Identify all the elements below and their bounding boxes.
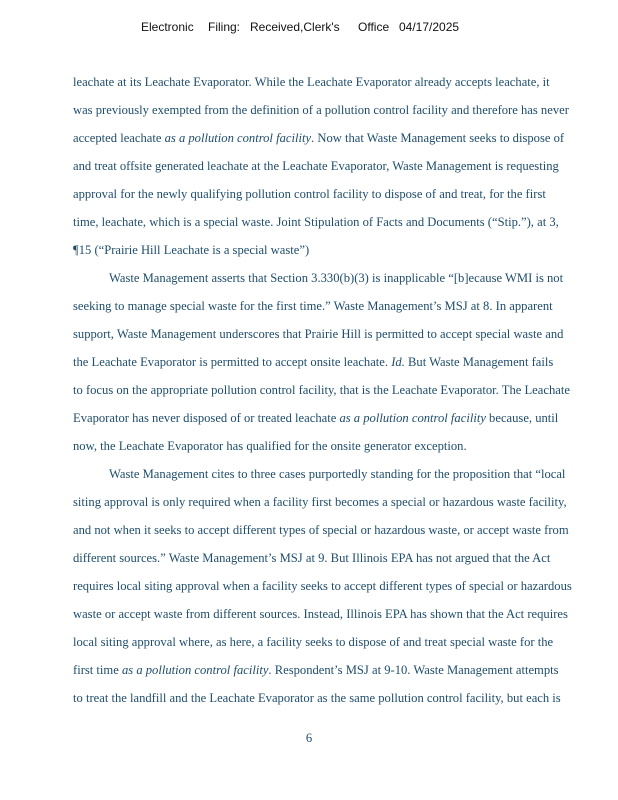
citation-id: Id. — [391, 355, 405, 369]
paragraph-start: Waste Management cites to three cases purportedly standing for the proposition that “local — [109, 467, 566, 481]
text-line: siting approval is only required when a facility first becomes a special or hazardous waste facility, — [73, 495, 567, 509]
header-office: Office — [358, 20, 390, 34]
text-line: requires local siting approval when a facility seeks to accept different types of special or hazardous — [73, 579, 572, 593]
text-run: accepted leachate — [73, 131, 165, 145]
paragraph-start: Waste Management asserts that Section 3.330(b)(3) is inapplicable “[b]ecause WMI is not — [109, 271, 564, 285]
text-run: But Waste Management fails — [404, 355, 554, 369]
text-line: now, the Leachate Evaporator has qualified for the onsite generator exception. — [73, 439, 467, 453]
text-line: was previously exempted from the definition of a pollution control facility and therefore has never — [73, 103, 569, 117]
text-line — [73, 404, 613, 432]
text-line: ¶15 (“Prairie Hill Leachate is a special waste”) — [73, 243, 310, 257]
document-body — [73, 68, 613, 712]
text-line: to focus on the appropriate pollution control facility, that is the Leachate Evaporator. The Leachate — [73, 383, 570, 397]
header-date: 04/17/2025 — [399, 20, 460, 34]
text-line: different sources.” Waste Management’s MSJ at 9. But Illinois EPA has not argued that the Act — [73, 551, 551, 565]
text-line: to treat the landfill and the Leachate Evaporator as the same pollution control facility, but each is — [73, 691, 561, 705]
italic-phrase: as a pollution control facility — [121, 663, 269, 677]
text-line — [73, 348, 613, 376]
header-filing: Filing: — [208, 20, 241, 34]
text-run: because, until — [485, 411, 559, 425]
text-line: time, leachate, which is a special waste. Joint Stipulation of Facts and Documents (“Stip.”), at 3, — [73, 215, 559, 229]
text-run: . Now that Waste Management seeks to dispose of — [311, 131, 565, 145]
text-line: leachate at its Leachate Evaporator. While the Leachate Evaporator already accepts leachate, it — [73, 75, 550, 89]
text-line: and treat offsite generated leachate at the Leachate Evaporator, Waste Management is requesting — [73, 159, 559, 173]
text-line: waste or accept waste from different sources. Instead, Illinois EPA has shown that the Act requires — [73, 607, 568, 621]
italic-phrase: as a pollution control facility — [339, 411, 486, 425]
text-line: and not when it seeks to accept different types of special or hazardous waste, or accept waste from — [73, 523, 569, 537]
text-line: local siting approval where, as here, a facility seeks to dispose of and treat special waste for the — [73, 635, 554, 649]
header-received: Received,Clerk's — [250, 20, 340, 34]
page-number: 6 — [305, 731, 313, 745]
text-line: seeking to manage special waste for the first time.” Waste Management’s MSJ at 8. In apparent — [73, 299, 553, 313]
text-line: support, Waste Management underscores that Prairie Hill is permitted to accept special waste and — [73, 327, 564, 341]
text-run: the Leachate Evaporator is permitted to accept onsite leachate. — [73, 355, 392, 369]
text-line — [73, 124, 613, 152]
header-electronic: Electronic — [141, 20, 194, 34]
text-run: . Respondent’s MSJ at 9-10. Waste Management attempts — [268, 663, 559, 677]
text-line: approval for the newly qualifying pollution control facility to dispose of and treat, for the first — [73, 187, 546, 201]
text-run: Evaporator has never disposed of or treated leachate — [73, 411, 340, 425]
italic-phrase: as a pollution control facility — [164, 131, 312, 145]
text-line — [73, 656, 613, 684]
text-run: first time — [73, 663, 122, 677]
